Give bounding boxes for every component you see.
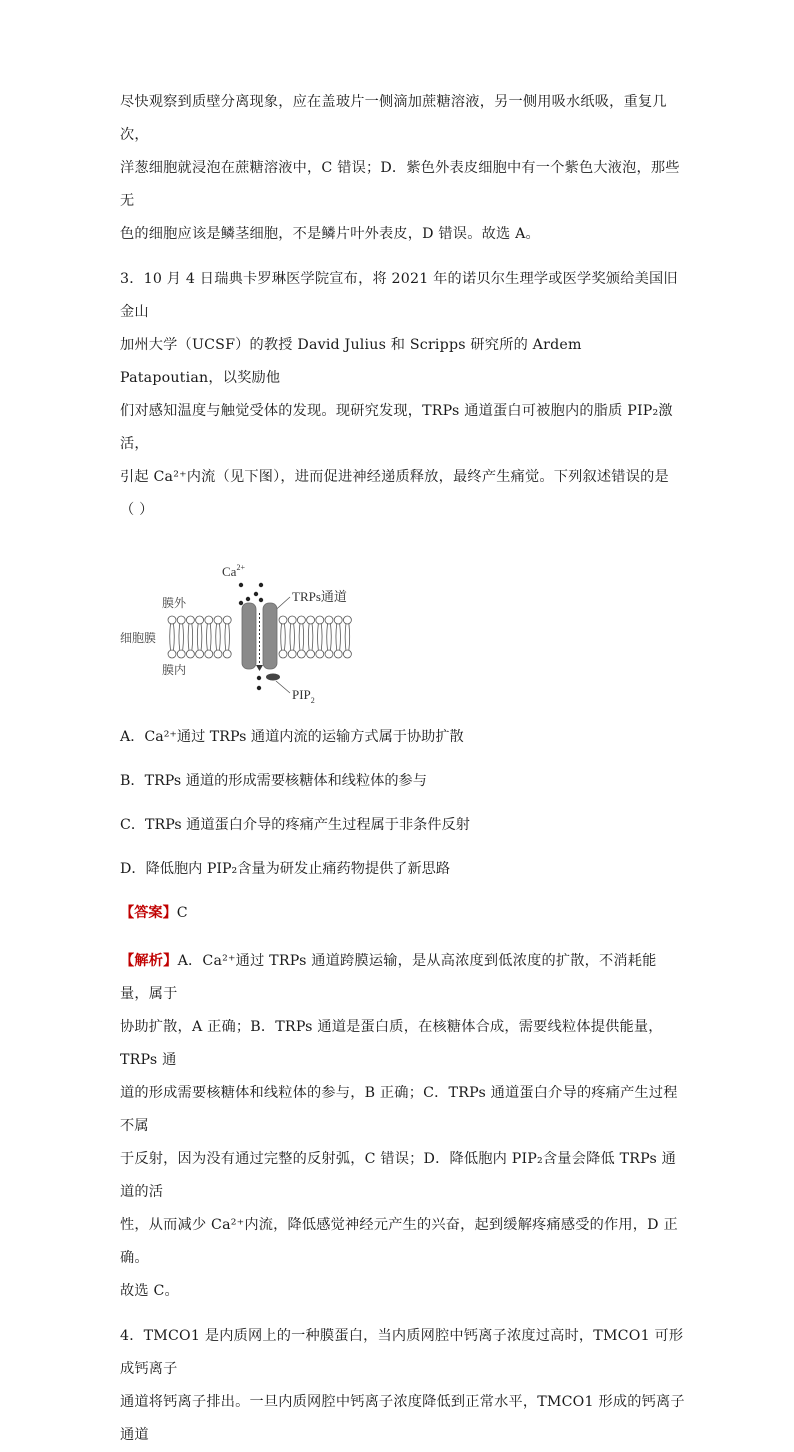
- lipid-head: [186, 616, 194, 624]
- choice-a: A．Ca²⁺通过 TRPs 通道内流的运输方式属于协助扩散: [120, 729, 464, 745]
- lipid-head: [205, 616, 213, 624]
- lipid-head: [316, 616, 324, 624]
- lipid-head: [205, 650, 213, 658]
- pip-pointer: [276, 681, 290, 693]
- lipid-head: [316, 650, 324, 658]
- previous-analysis-paragraph: [120, 86, 685, 251]
- lipid-tail: [327, 624, 332, 650]
- lipid-head: [307, 650, 315, 658]
- inside-label: 膜内: [162, 663, 187, 677]
- lipid-head: [343, 650, 351, 658]
- ion-dot: [257, 676, 261, 680]
- membrane-diagram: [120, 557, 360, 707]
- lipid-head: [334, 616, 342, 624]
- lipid-head: [325, 650, 333, 658]
- answer-tag: 【答案】: [120, 905, 177, 921]
- lipid-tail: [336, 624, 341, 650]
- lipid-head: [279, 616, 287, 624]
- arrow-head-icon: [256, 665, 263, 671]
- pip-label: $PIP_2$: [292, 687, 315, 705]
- lipid-tail: [290, 624, 295, 650]
- lipid-tail: [299, 624, 304, 650]
- text-line: 洋葱细胞就浸泡在蔗糖溶液中，C 错误；D．紫色外表皮细胞中有一个紫色大液泡，那些无: [120, 160, 680, 209]
- channel-protein-right: [263, 603, 277, 669]
- lipid-head: [186, 650, 194, 658]
- answer-value: C: [176, 905, 188, 921]
- ion-dot: [259, 598, 263, 602]
- ca-label: $Ca^{2+}$: [222, 563, 245, 579]
- choice-c: C．TRPs 通道蛋白介导的疼痛产生过程属于非条件反射: [120, 817, 470, 833]
- lipid-head: [334, 650, 342, 658]
- text-line: 色的细胞应该是鳞茎细胞，不是鳞片叶外表皮，D 错误。故选 A。: [120, 226, 540, 242]
- lipid-tail: [207, 624, 212, 650]
- text-line: 们对感知温度与触觉受体的发现。现研究发现，TRPs 通道蛋白可被胞内的脂质 PIP₂激活，: [120, 403, 673, 452]
- answer-line: [120, 891, 685, 935]
- lipid-head: [214, 616, 222, 624]
- text-line: 性，从而减少 Ca²⁺内流，降低感觉神经元产生的兴奋，起到缓解疼痛感受的作用，D 正确。: [120, 1217, 678, 1266]
- lipid-head: [214, 650, 222, 658]
- outside-label: 膜外: [162, 596, 187, 610]
- answer-blank: （ ）: [120, 502, 154, 518]
- ion-dot: [239, 601, 243, 605]
- lipid-tail: [281, 624, 286, 650]
- text-line: 【解析】A．Ca²⁺通过 TRPs 通道跨膜运输，是从高浓度到低浓度的扩散，不消耗能量，属于: [120, 953, 657, 1002]
- pip2-molecule: [266, 674, 280, 681]
- lipid-head: [343, 616, 351, 624]
- lipid-bilayer-left: [168, 616, 231, 658]
- lipid-head: [223, 616, 231, 624]
- ion-dot: [257, 686, 261, 690]
- lipid-tail: [179, 624, 184, 650]
- choice-d: D．降低胞内 PIP₂含量为研发止痛药物提供了新思路: [120, 861, 451, 877]
- ion-dot: [259, 583, 263, 587]
- lipid-tail: [188, 624, 193, 650]
- ion-dot: [254, 592, 258, 596]
- lipid-head: [223, 650, 231, 658]
- text-line: 加州大学（UCSF）的教授 David Julius 和 Scripps 研究所的 Ardem Patapoutian，以奖励他: [120, 337, 582, 386]
- text-line: 于反射，因为没有通过完整的反射弧，C 错误；D．降低胞内 PIP₂含量会降低 TRPs 通道的活: [120, 1151, 677, 1200]
- text-line: 尽快观察到质壁分离现象，应在盖玻片一侧滴加蔗糖溶液，另一侧用吸水纸吸，重复几次，: [120, 94, 667, 143]
- lipid-tail: [345, 624, 350, 650]
- analysis-paragraph: [120, 945, 685, 1308]
- ion-dot: [239, 583, 243, 587]
- lipid-tail: [308, 624, 313, 650]
- lipid-tail: [318, 624, 323, 650]
- document-page: [120, 86, 685, 1452]
- lipid-tail: [216, 624, 221, 650]
- lipid-head: [307, 616, 315, 624]
- lipid-head: [177, 650, 185, 658]
- text-line: 引起 Ca²⁺内流（见下图），进而促进神经递质释放，最终产生痛觉。下列叙述错误的是: [120, 469, 669, 485]
- lipid-head: [196, 616, 204, 624]
- membrane-channel-figure: [120, 557, 360, 707]
- lipid-bilayer-right: [279, 616, 351, 658]
- lipid-head: [288, 650, 296, 658]
- lipid-tail: [170, 624, 175, 650]
- text-line: 4．TMCO1 是内质网上的一种膜蛋白，当内质网腔中钙离子浓度过高时，TMCO1 可形成钙离子: [120, 1328, 684, 1377]
- choice-b: B．TRPs 通道的形成需要核糖体和线粒体的参与: [120, 773, 427, 789]
- question-3-choices: [120, 715, 685, 891]
- lipid-head: [297, 650, 305, 658]
- channel-label: TRPs通道: [292, 589, 347, 604]
- lipid-head: [297, 616, 305, 624]
- text-line: 通道将钙离子排出。一旦内质网腔中钙离子浓度降低到正常水平，TMCO1 形成的钙离子通道: [120, 1394, 685, 1443]
- channel-protein-left: [242, 603, 256, 669]
- lipid-tail: [225, 624, 230, 650]
- ion-dot: [246, 597, 250, 601]
- lipid-head: [168, 650, 176, 658]
- text-line: 协助扩散，A 正确；B．TRPs 通道是蛋白质，在核糖体合成，需要线粒体提供能量，TRPs 通: [120, 1019, 663, 1068]
- lipid-tail: [197, 624, 202, 650]
- lipid-head: [196, 650, 204, 658]
- text-line: 道的形成需要核糖体和线粒体的参与，B 正确；C．TRPs 通道蛋白介导的疼痛产生过程不属: [120, 1085, 678, 1134]
- lipid-head: [279, 650, 287, 658]
- lipid-head: [168, 616, 176, 624]
- lipid-head: [177, 616, 185, 624]
- question-4-stem: [120, 1320, 685, 1452]
- lipid-head: [325, 616, 333, 624]
- lipid-head: [288, 616, 296, 624]
- question-3-stem: [120, 263, 685, 527]
- text-line: 3．10 月 4 日瑞典卡罗琳医学院宣布，将 2021 年的诺贝尔生理学或医学奖颁给美国旧金山: [120, 271, 678, 320]
- membrane-label: 细胞膜: [120, 631, 157, 645]
- analysis-tag: 【解析】: [120, 953, 178, 969]
- text-line: 故选 C。: [120, 1283, 179, 1299]
